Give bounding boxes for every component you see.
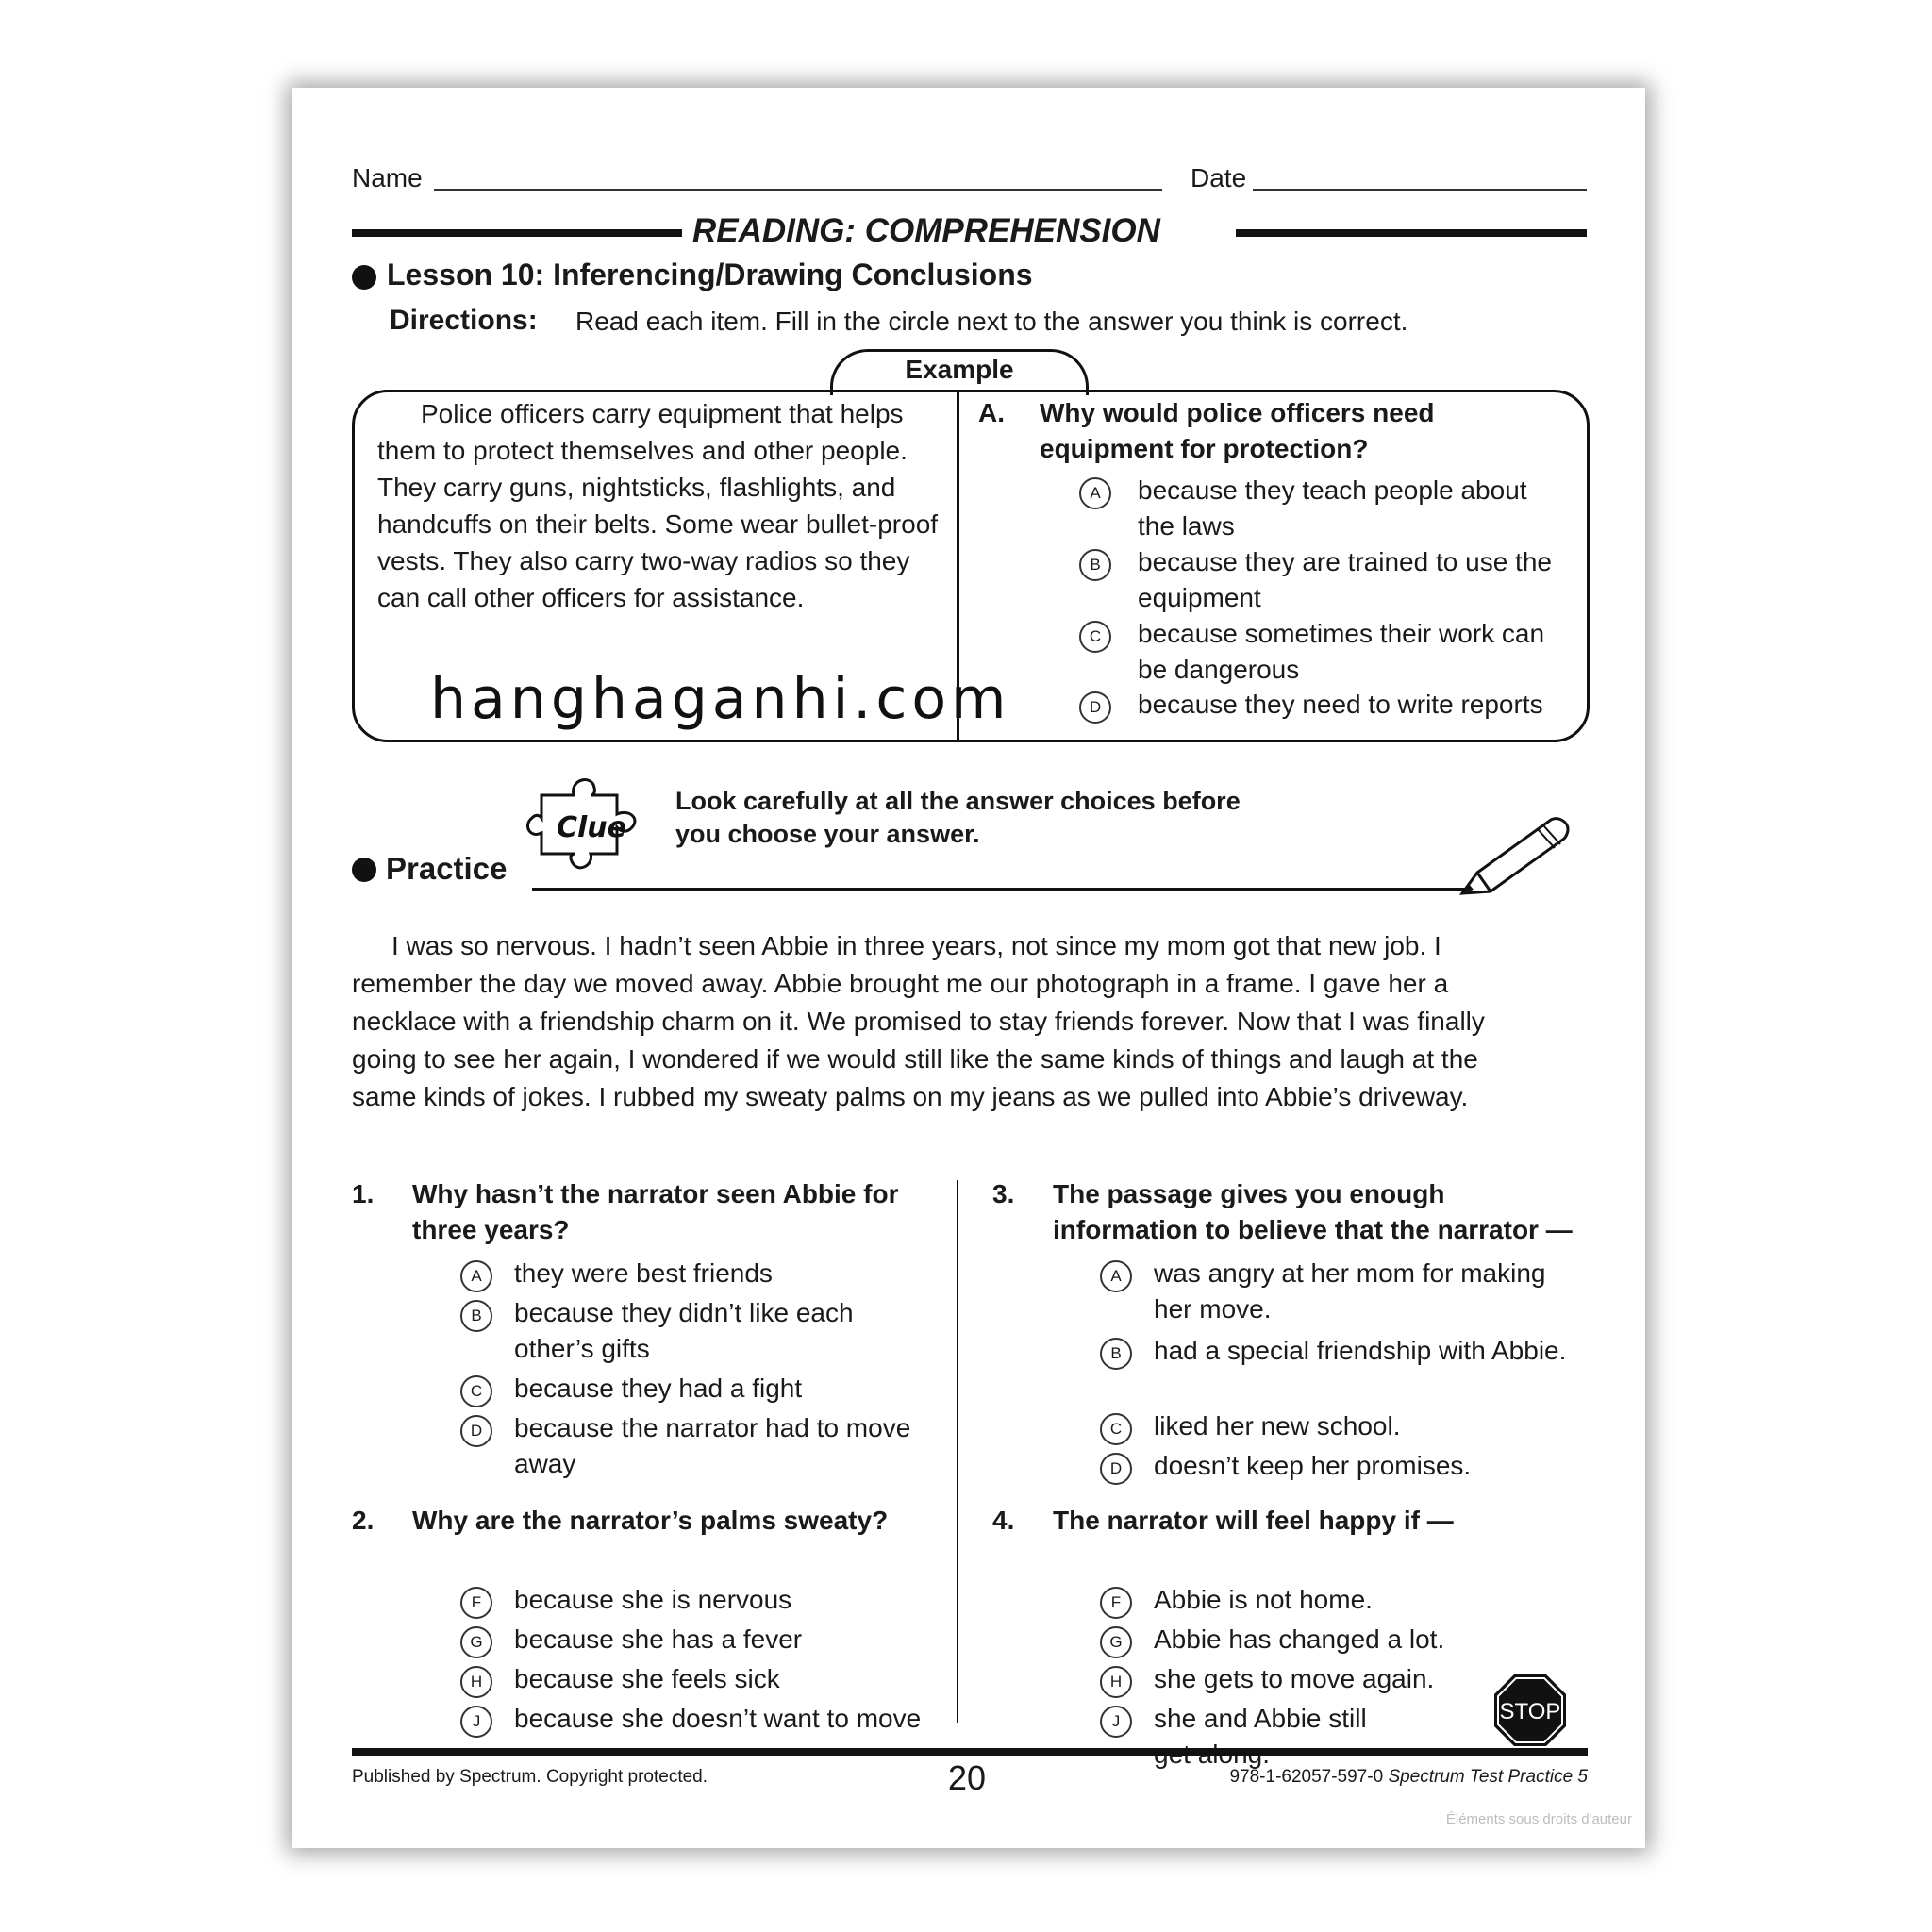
- question-4-text: The narrator will feel happy if —: [1053, 1506, 1454, 1535]
- question-4-option-f: Abbie is not home.: [1154, 1585, 1373, 1614]
- question-3-option-c: liked her new school.: [1154, 1411, 1401, 1441]
- question-4-option-g: Abbie has changed a lot.: [1154, 1624, 1445, 1654]
- question-1-number: 1.: [352, 1179, 375, 1208]
- example-option-c-bubble[interactable]: C: [1079, 621, 1111, 653]
- directions-text: Read each item. Fill in the circle next to the answer you think is correct.: [575, 307, 1408, 336]
- question-2-option-g-bubble[interactable]: G: [460, 1626, 492, 1658]
- question-3-option-c-bubble[interactable]: C: [1100, 1413, 1132, 1445]
- question-2-option-f: because she is nervous: [514, 1585, 792, 1614]
- questions-divider: [957, 1180, 958, 1723]
- date-line: [1253, 189, 1587, 191]
- page-number: 20: [947, 1758, 987, 1797]
- question-3-option-a-bubble[interactable]: A: [1100, 1260, 1132, 1292]
- question-3-option-a: was angry at her mom for making her move.: [1154, 1258, 1546, 1324]
- question-3-option-d: doesn’t keep her promises.: [1154, 1451, 1472, 1480]
- example-option-b-bubble[interactable]: B: [1079, 549, 1111, 581]
- footer-book-info: [1189, 1765, 1588, 1790]
- question-2-option-h: because she feels sick: [514, 1664, 780, 1693]
- example-option-a: because they teach people about the laws: [1138, 475, 1527, 541]
- footer-isbn: 978-1-62057-597-0: [1229, 1767, 1384, 1787]
- question-2-option-g: because she has a fever: [514, 1624, 803, 1654]
- question-2-option-j: because she doesn’t want to move: [514, 1704, 922, 1733]
- stop-sign-icon: [1492, 1673, 1568, 1748]
- practice-rule: [532, 888, 1481, 891]
- example-passage: Police officers carry equipment that helps them to protect themselves and other people. They carry guns, nightsticks, flashlights, and handcuffs on their belts. Some wear bullet-proof vests. They also carry two-way radios so they can call other officers for assistance.: [377, 399, 939, 612]
- section-title: READING: COMPREHENSION: [692, 212, 1160, 249]
- question-3-option-d-bubble[interactable]: D: [1100, 1453, 1132, 1485]
- question-2-option-h-bubble[interactable]: H: [460, 1666, 492, 1698]
- question-1-option-d: because the narrator had to move away: [514, 1413, 911, 1478]
- footer-publisher: Published by Spectrum. Copyright protected.: [352, 1767, 708, 1787]
- question-1-text: Why hasn’t the narrator seen Abbie for three years?: [412, 1179, 899, 1244]
- question-4-option-h-bubble[interactable]: H: [1100, 1666, 1132, 1698]
- example-option-c: because sometimes their work can be dangerous: [1138, 619, 1545, 684]
- stop-sign-text: STOP: [1499, 1699, 1561, 1724]
- clue-text-line2: you choose your answer.: [675, 820, 980, 848]
- date-label: Date: [1191, 163, 1247, 192]
- watermark-text: hanghaganhi.com: [430, 666, 1011, 732]
- example-tab-label: Example: [905, 355, 1014, 384]
- question-3-option-b-bubble[interactable]: B: [1100, 1338, 1132, 1370]
- question-2-option-j-bubble[interactable]: J: [460, 1706, 492, 1738]
- clue-puzzle-icon: [525, 759, 666, 884]
- clue-badge-text: Clue: [557, 811, 627, 844]
- question-3-text: The passage gives you enough information to believe that the narrator —: [1053, 1179, 1573, 1244]
- practice-heading: Practice: [386, 851, 508, 886]
- question-4-option-h: she gets to move again.: [1154, 1664, 1435, 1693]
- question-2-text: Why are the narrator’s palms sweaty?: [412, 1506, 889, 1535]
- worksheet-page: [292, 88, 1645, 1848]
- question-1-option-a: they were best friends: [514, 1258, 773, 1288]
- question-4-number: 4.: [992, 1506, 1015, 1535]
- directions-label: Directions:: [390, 305, 538, 336]
- example-option-d: because they need to write reports: [1138, 690, 1543, 719]
- title-rule-left: [352, 229, 682, 237]
- question-1-option-b: because they didn’t like each other’s gifts: [514, 1298, 854, 1363]
- question-4-option-f-bubble[interactable]: F: [1100, 1587, 1132, 1619]
- name-label: Name: [352, 163, 423, 192]
- name-line: [434, 189, 1162, 191]
- example-option-a-bubble[interactable]: A: [1079, 477, 1111, 509]
- copyright-note: Éléments sous droits d'auteur: [1445, 1811, 1632, 1827]
- question-2-number: 2.: [352, 1506, 375, 1535]
- practice-bullet-icon: [352, 858, 376, 882]
- pencil-icon: [1453, 814, 1575, 899]
- question-1-option-d-bubble[interactable]: D: [460, 1415, 492, 1447]
- bullet-icon: [352, 265, 376, 290]
- lesson-title: Lesson 10: Inferencing/Drawing Conclusions: [387, 258, 1033, 291]
- question-4-option-j-bubble[interactable]: J: [1100, 1706, 1132, 1738]
- example-option-d-bubble[interactable]: D: [1079, 691, 1111, 724]
- question-2-option-f-bubble[interactable]: F: [460, 1587, 492, 1619]
- question-1-option-c: because they had a fight: [514, 1374, 803, 1403]
- footer-rule: [352, 1748, 1588, 1756]
- question-4-option-j: she and Abbie still: [1154, 1704, 1367, 1733]
- title-rule-right: [1236, 229, 1587, 237]
- question-3-option-b: had a special friendship with Abbie.: [1154, 1336, 1567, 1365]
- example-question-number: A.: [978, 398, 1005, 427]
- question-1-option-b-bubble[interactable]: B: [460, 1300, 492, 1332]
- example-question: Why would police officers need equipment for protection?: [1040, 398, 1435, 463]
- question-4-option-g-bubble[interactable]: G: [1100, 1626, 1132, 1658]
- practice-passage: I was so nervous. I hadn’t seen Abbie in three years, not since my mom got that new job. I remember the day we moved away. Abbie brought me our photograph in a frame. I gave her a necklace with a friendship charm on it. We promised to stay friends forever. Now that I was finally going to see her again, I wondered if we would still like the same kinds of things and laugh at the same kinds of jokes. I rubbed my sweaty palms on my jeans as we pulled into Abbie’s driveway.: [352, 931, 1485, 1111]
- clue-text-line1: Look carefully at all the answer choices before: [675, 787, 1241, 815]
- question-1-option-c-bubble[interactable]: C: [460, 1375, 492, 1407]
- footer-book-title: Spectrum Test Practice 5: [1388, 1767, 1588, 1787]
- question-1-option-a-bubble[interactable]: A: [460, 1260, 492, 1292]
- example-option-b: because they are trained to use the equipment: [1138, 547, 1552, 612]
- question-3-number: 3.: [992, 1179, 1015, 1208]
